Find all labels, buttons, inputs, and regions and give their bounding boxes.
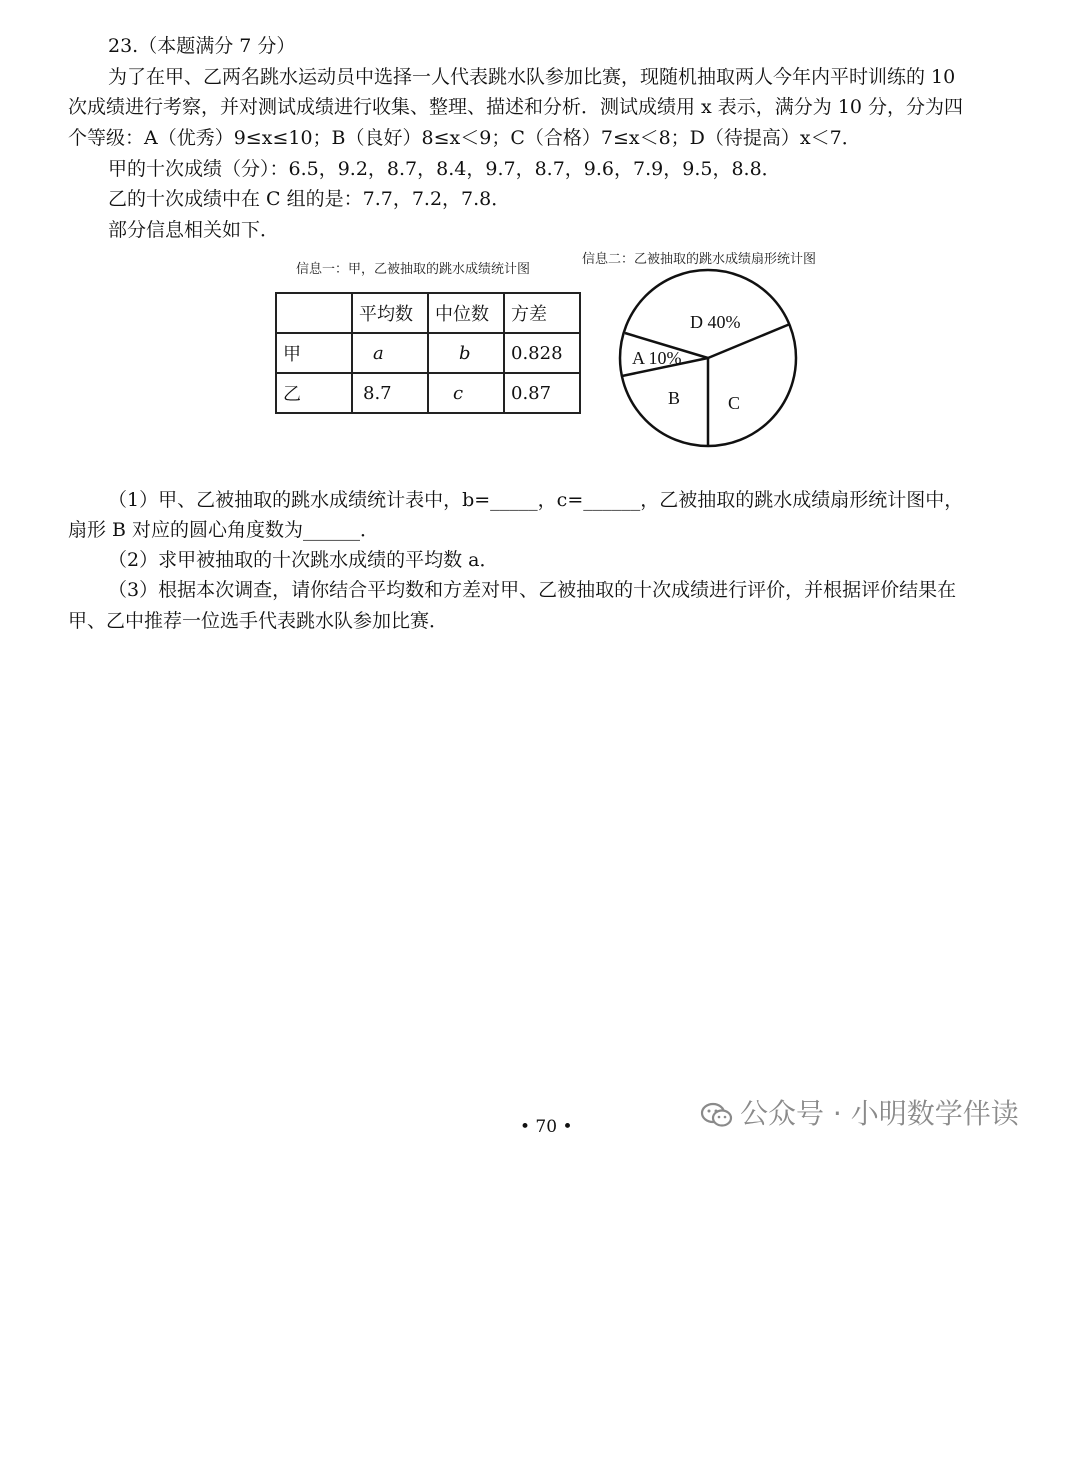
pie-label-a: A 10% [632,348,682,368]
table-cell: 乙 [276,373,352,413]
stats-table [275,292,581,414]
question-para-line-4: 甲的十次成绩（分）：6.5，9.2，8.7，8.4，9.7，8.7，9.6，7.9，9.5，8.8． [108,158,781,180]
pie-chart [610,268,810,458]
question-para-line-5: 乙的十次成绩中在 C 组的是：7.7，7.2，7.8． [108,188,511,210]
table-cell: a [352,333,428,373]
wechat-icon [700,1101,734,1129]
table-header-row [276,293,580,333]
table-row [276,373,580,413]
sub-question-3-line-1: （3）根据本次调查，请你结合平均数和方差对甲、乙被抽取的十次成绩进行评价，并根据评价结果在 [108,579,957,601]
info1-caption: 信息一：甲，乙被抽取的跳水成绩统计图 [296,262,531,277]
pie-label-b: B [668,388,681,408]
sub-question-1-line-2: 扇形 B 对应的圆心角度数为______． [68,519,380,541]
question-para-line-3: 个等级：A（优秀）9≤x≤10；B（良好）8≤x＜9；C（合格）7≤x＜8；D（待提高）x＜7． [68,127,861,149]
sub-question-2: （2）求甲被抽取的十次跳水成绩的平均数 a． [108,549,499,571]
pie-label-d: D 40% [690,312,741,332]
sub-question-3-line-2: 甲、乙中推荐一位选手代表跳水队参加比赛． [68,610,449,632]
question-heading: 23.（本题满分 7 分） [108,35,296,57]
page-number: • 70 • [520,1117,573,1137]
table-header-cell: 平均数 [352,293,428,333]
table-cell: 0.87 [504,373,580,413]
watermark [700,1092,1019,1132]
question-para-line-2: 次成绩进行考察，并对测试成绩进行收集、整理、描述和分析．测试成绩用 x 表示，满分为 10 分，分为四 [68,96,964,118]
pie-label-c: C [728,393,741,413]
table-cell: c [428,373,504,413]
question-para-line-1: 为了在甲、乙两名跳水运动员中选择一人代表跳水队参加比赛，现随机抽取两人今年内平时训练的 10 [108,66,956,88]
table-header-cell: 中位数 [428,293,504,333]
watermark-text: 公众号 · 小明数学伴读 [740,1097,1019,1130]
table-header-cell: 方差 [504,293,580,333]
table-header-cell [276,293,352,333]
table-cell: 0.828 [504,333,580,373]
table-cell: 甲 [276,333,352,373]
info2-caption: 信息二：乙被抽取的跳水成绩扇形统计图 [582,252,817,267]
table-row [276,333,580,373]
table-cell: b [428,333,504,373]
question-para-line-6: 部分信息相关如下． [108,219,280,241]
table-cell: 8.7 [352,373,428,413]
sub-question-1-line-1: （1）甲、乙被抽取的跳水成绩统计表中，b=_____，c=______，乙被抽取的跳水成绩扇形统计图中， [108,489,964,511]
